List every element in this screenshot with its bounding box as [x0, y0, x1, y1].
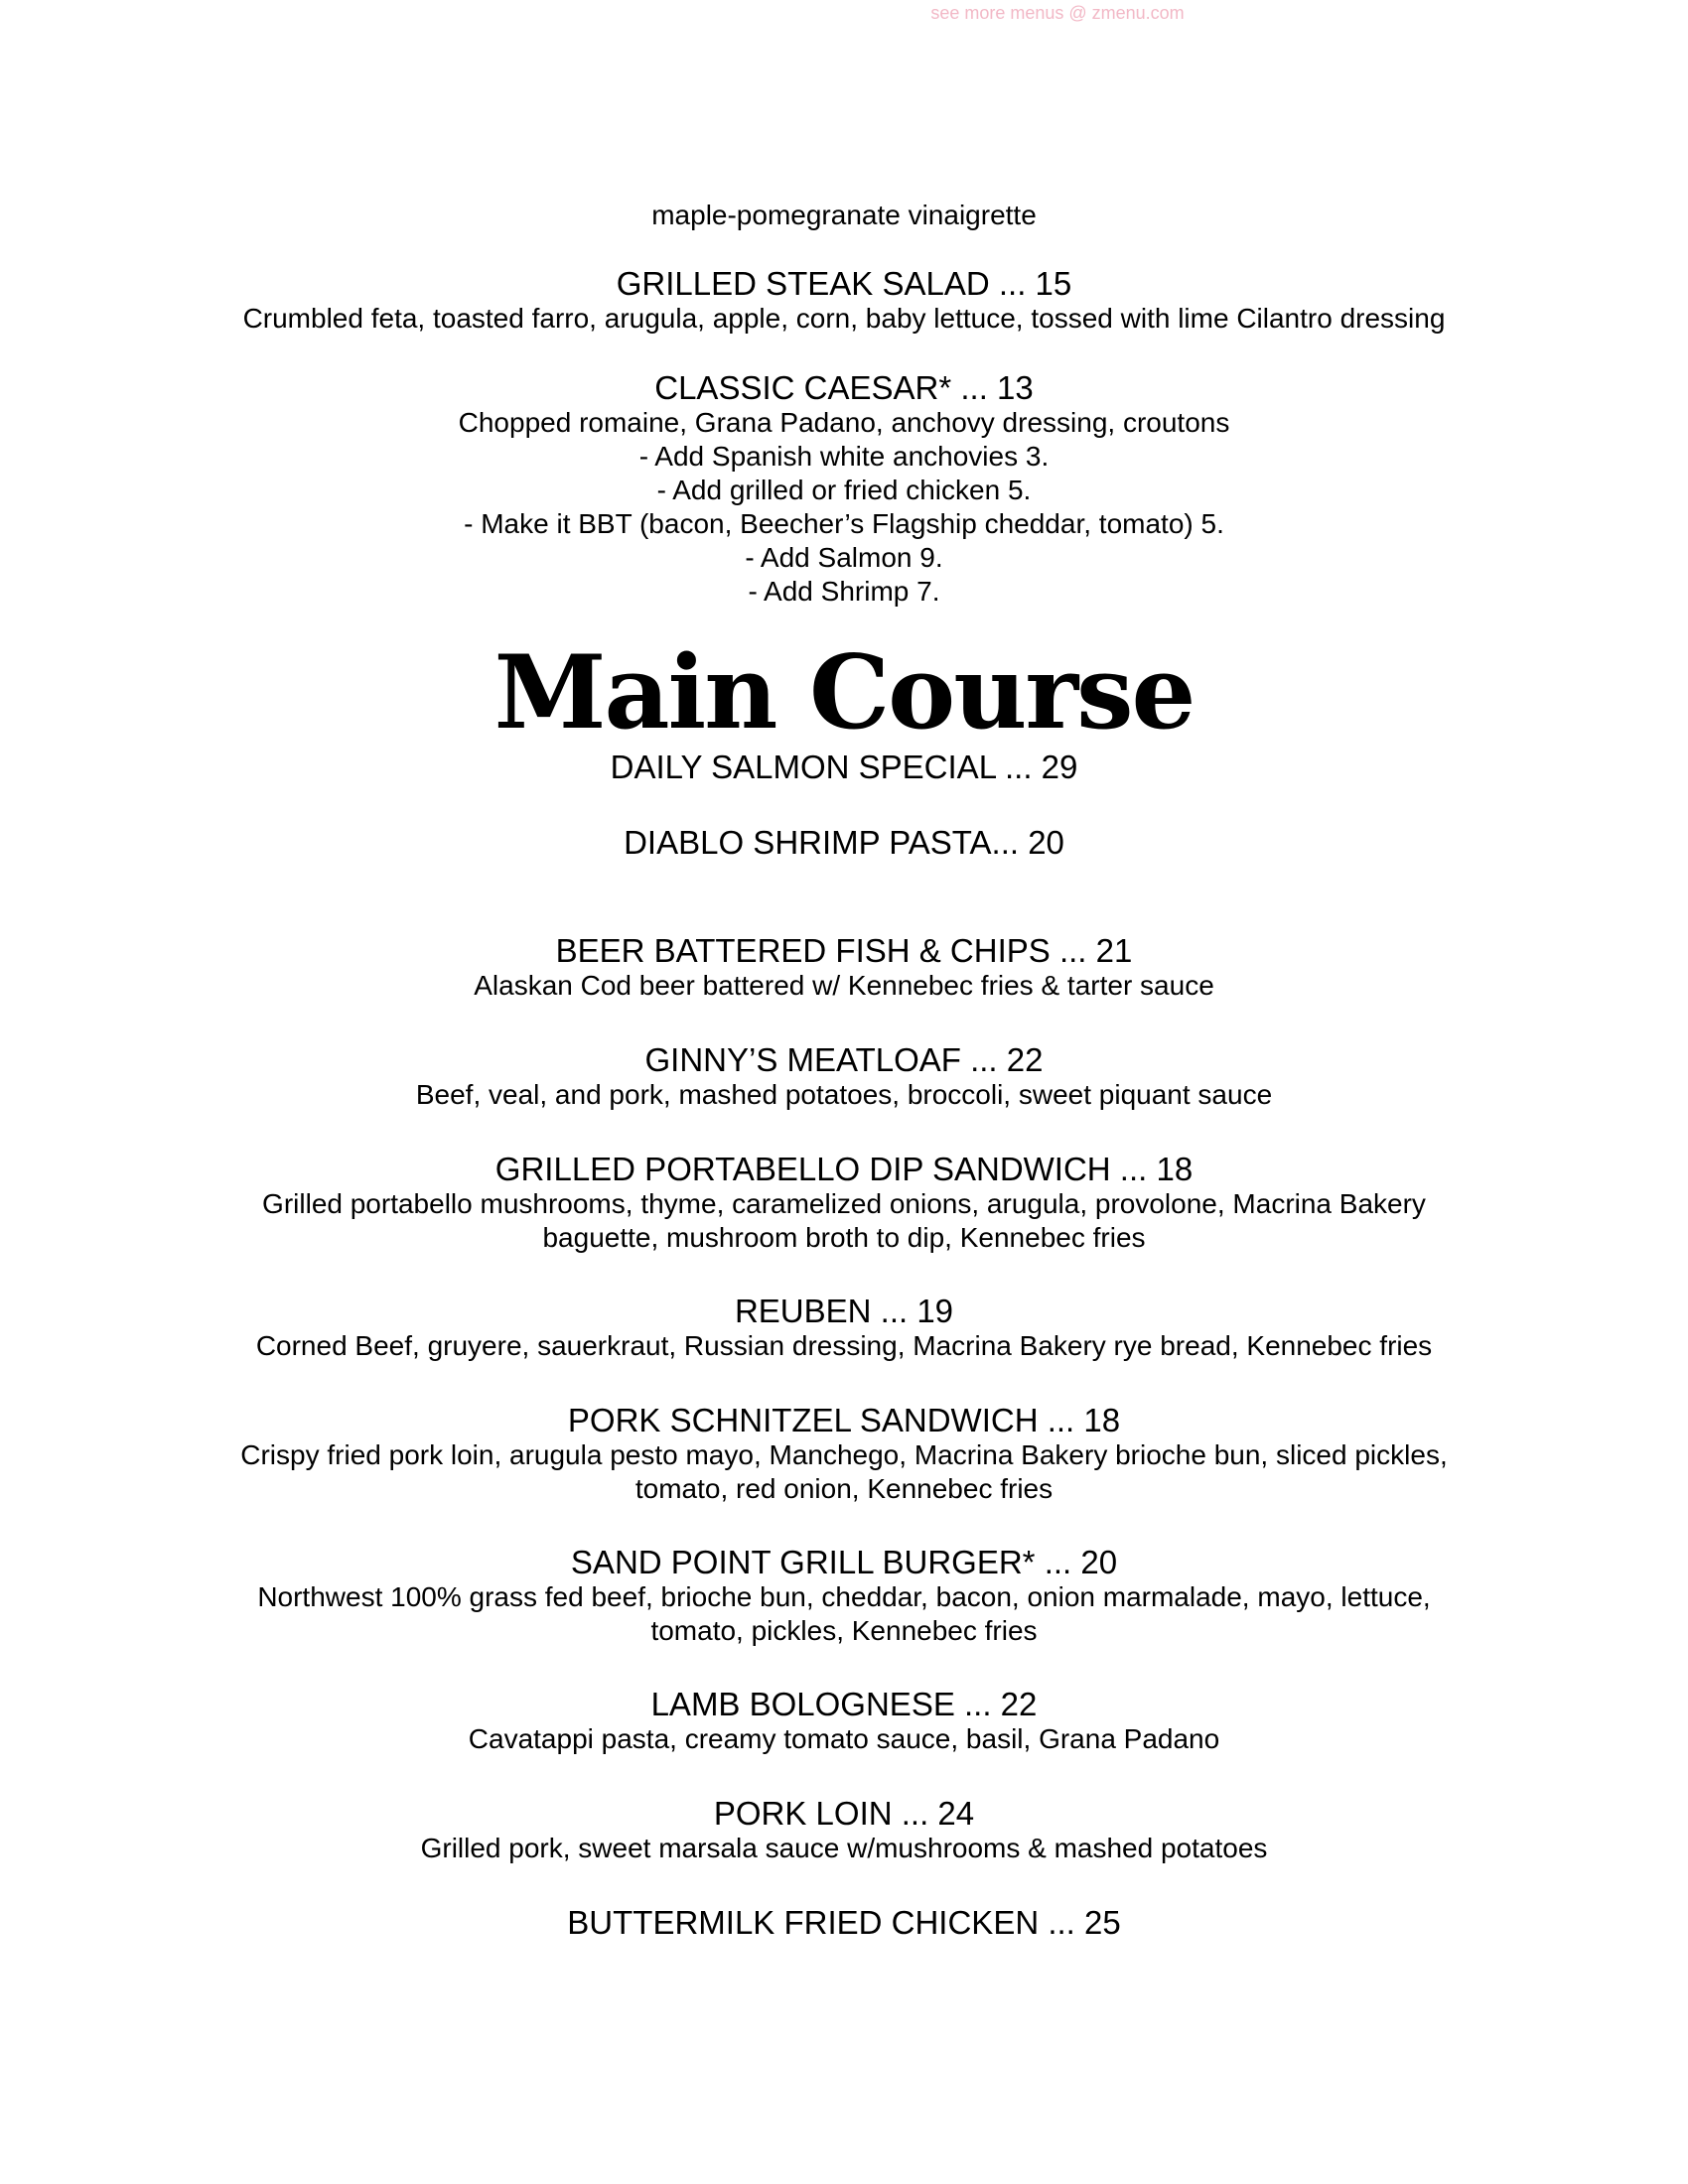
watermark-text: see more menus @ zmenu.com: [930, 3, 1185, 23]
menu-item-title: BUTTERMILK FRIED CHICKEN ... 25: [567, 1904, 1121, 1941]
caesar-addon-bbt: - Make it BBT (bacon, Beecher’s Flagship cheddar, tomato) 5.: [464, 508, 1224, 539]
menu-item-title: GINNY’S MEATLOAF ... 22: [644, 1041, 1044, 1078]
menu-item-description: Grilled portabello mushrooms, thyme, caramelized onions, arugula, provolone, Macrina Bakery: [262, 1188, 1426, 1219]
menu-item-title: REUBEN ... 19: [734, 1293, 954, 1329]
menu-item-sand-point-burger: [0, 1545, 1688, 1648]
menu-item-title: DAILY SALMON SPECIAL ... 29: [610, 749, 1078, 785]
menu-item-description: tomato, red onion, Kennebec fries: [634, 1473, 1054, 1504]
menu-item-title: DIABLO SHRIMP PASTA... 20: [624, 824, 1064, 861]
menu-item-grilled-steak-salad: [0, 266, 1688, 336]
menu-item-description: Corned Beef, gruyere, sauerkraut, Russian dressing, Macrina Bakery rye bread, Kennebec fries: [255, 1330, 1433, 1361]
menu-item-daily-salmon-special: [0, 750, 1688, 785]
menu-item-buttermilk-fried-chicken: [0, 1905, 1688, 1941]
section-heading-block: [0, 633, 1688, 752]
caesar-addon-chicken: - Add grilled or fried chicken 5.: [656, 475, 1032, 505]
menu-item-title: LAMB BOLOGNESE ... 22: [650, 1686, 1038, 1722]
menu-item-title: PORK SCHNITZEL SANDWICH ... 18: [567, 1402, 1121, 1438]
menu-item-description: Grilled pork, sweet marsala sauce w/mushrooms & mashed potatoes: [420, 1833, 1268, 1863]
menu-item-title: CLASSIC CAESAR* ... 13: [654, 369, 1034, 406]
menu-item-title: BEER BATTERED FISH & CHIPS ... 21: [555, 932, 1133, 969]
menu-item-description: Chopped romaine, Grana Padano, anchovy dressing, croutons: [458, 407, 1230, 438]
menu-item-description: tomato, pickles, Kennebec fries: [650, 1615, 1038, 1646]
menu-item-description: Crumbled feta, toasted farro, arugula, apple, corn, baby lettuce, tossed with lime Cilantro dressing: [242, 303, 1446, 334]
menu-item-classic-caesar: [0, 370, 1688, 609]
menu-item-diablo-shrimp-pasta: [0, 825, 1688, 861]
caesar-addon-shrimp: - Add Shrimp 7.: [748, 576, 940, 607]
menu-item-reuben: [0, 1294, 1688, 1363]
menu-item-lamb-bolognese: [0, 1687, 1688, 1756]
menu-item-title: GRILLED PORTABELLO DIP SANDWICH ... 18: [494, 1151, 1194, 1187]
menu-item-pork-schnitzel: [0, 1403, 1688, 1506]
menu-item-ginnys-meatloaf: [0, 1042, 1688, 1112]
menu-item-title: PORK LOIN ... 24: [713, 1795, 975, 1832]
caesar-addon-salmon: - Add Salmon 9.: [745, 542, 943, 573]
menu-item-fish-and-chips: [0, 933, 1688, 1003]
menu-item-pork-loin: [0, 1796, 1688, 1865]
menu-item-description: Alaskan Cod beer battered w/ Kennebec fries & tarter sauce: [474, 970, 1214, 1001]
carryover-text: maple-pomegranate vinaigrette: [651, 200, 1037, 230]
section-heading-main-course: Main Course: [493, 633, 1195, 752]
menu-item-description: Cavatappi pasta, creamy tomato sauce, basil, Grana Padano: [468, 1723, 1220, 1754]
menu-item-description: Beef, veal, and pork, mashed potatoes, broccoli, sweet piquant sauce: [415, 1079, 1273, 1110]
menu-item-portabello-dip: [0, 1152, 1688, 1255]
menu-item-title: SAND POINT GRILL BURGER* ... 20: [570, 1544, 1118, 1580]
menu-item-description: Crispy fried pork loin, arugula pesto mayo, Manchego, Macrina Bakery brioche bun, sliced pickles,: [240, 1439, 1448, 1470]
caesar-addon-anchovies: - Add Spanish white anchovies 3.: [638, 441, 1050, 472]
menu-item-description: baguette, mushroom broth to dip, Kennebec fries: [542, 1222, 1146, 1253]
menu-item-title: GRILLED STEAK SALAD ... 15: [616, 265, 1072, 302]
menu-item-description: Northwest 100% grass fed beef, brioche bun, cheddar, bacon, onion marmalade, mayo, lettuce,: [257, 1581, 1431, 1612]
carryover-text-block: [0, 199, 1688, 232]
